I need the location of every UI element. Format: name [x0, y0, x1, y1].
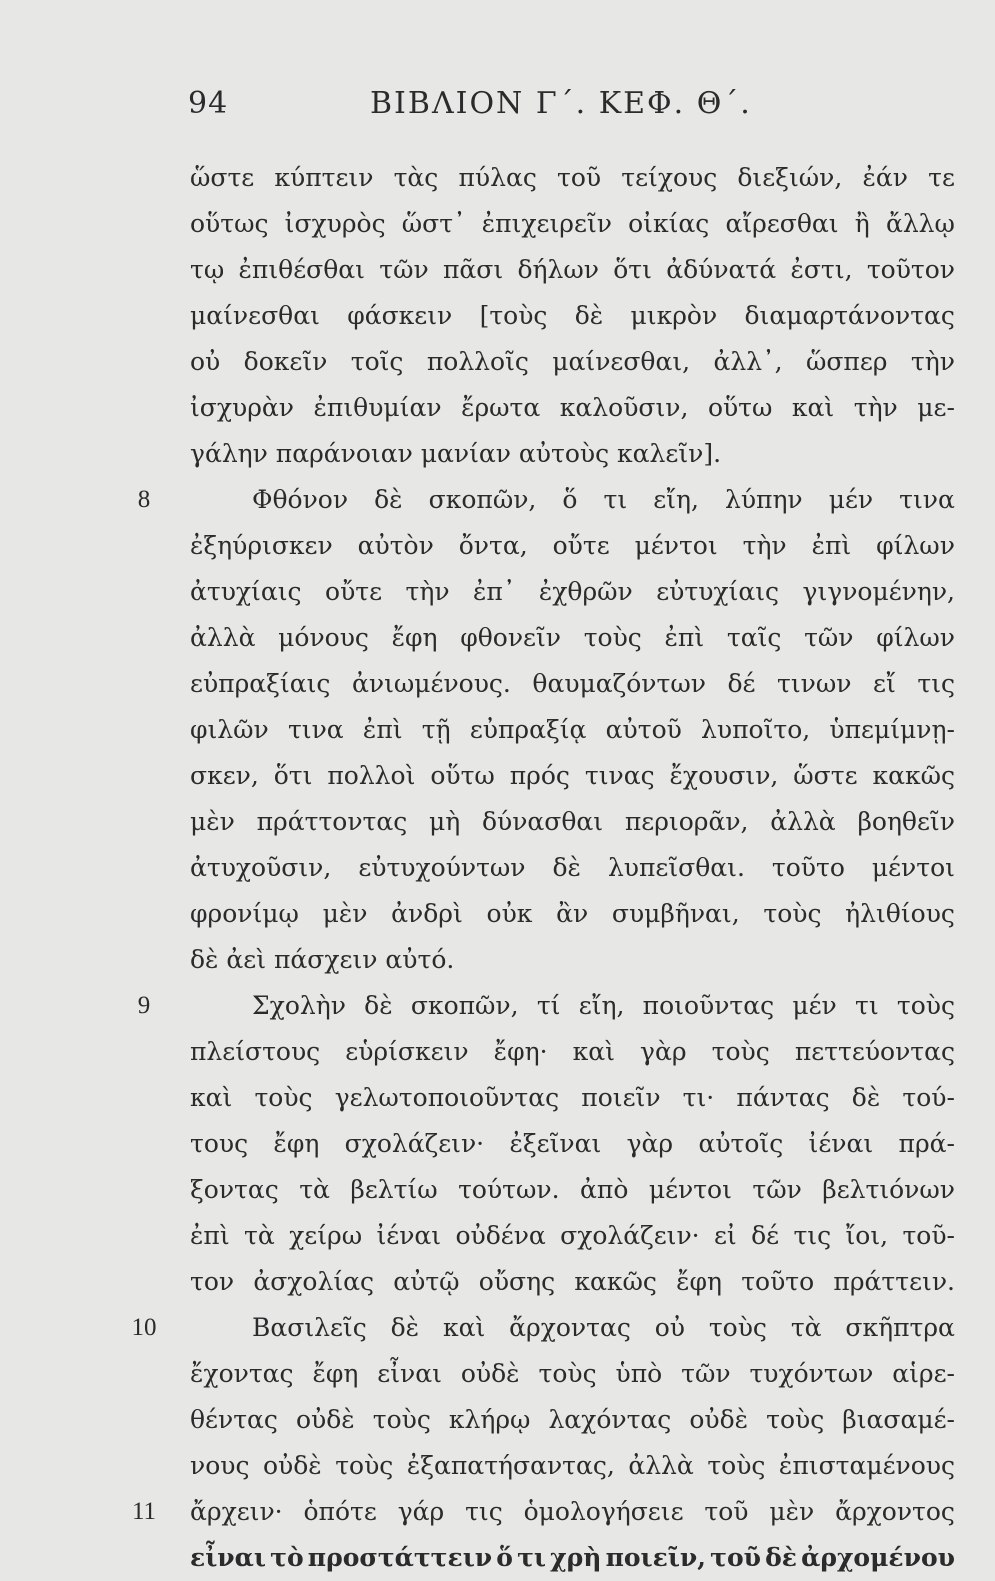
- line-text: μαίνεσθαι φάσκειν [τοὺς δὲ μικρὸν διαμαρτάνοντας: [190, 301, 955, 330]
- text-line: [190, 1167, 955, 1213]
- section-number: 11: [131, 1498, 157, 1525]
- line-text: Φθόνον δὲ σκοπῶν, ὅ τι εἴη, λύπην μέν τινα: [252, 485, 955, 514]
- section-number: 10: [131, 1314, 157, 1341]
- line-text: οὕτως ἰσχυρὸς ὥστ᾽ ἐπιχειρεῖν οἰκίας αἴρεσθαι ἢ ἄλλῳ: [190, 209, 955, 238]
- line-text: μὲν πράττοντας μὴ δύνασθαι περιορᾶν, ἀλλὰ βοηθεῖν: [190, 807, 955, 836]
- line-text: εὐπραξίαις ἀνιωμένους. θαυμαζόντων δέ τινων εἴ τις: [190, 669, 955, 698]
- line-text: ἄρχειν· ὁπότε γάρ τις ὁμολογήσειε τοῦ μὲν ἄρχοντος: [190, 1497, 955, 1526]
- line-text: ἀτυχοῦσιν, εὐτυχούντων δὲ λυπεῖσθαι. τοῦτο μέντοι: [190, 853, 955, 882]
- text-line: [190, 891, 955, 937]
- line-text: ἰσχυρὰν ἐπιθυμίαν ἔρωτα καλοῦσιν, οὕτω καὶ τὴν με-: [190, 393, 955, 422]
- text-line: γάλην παράνοιαν μανίαν αὐτοὺς καλεῖν].: [190, 439, 722, 468]
- text-line: [190, 1029, 955, 1075]
- text-line: [190, 615, 955, 661]
- text-line: [190, 1121, 955, 1167]
- line-text: φρονίμῳ μὲν ἀνδρὶ οὐκ ἂν συμβῆναι, τοὺς ἠλιθίους: [190, 899, 955, 928]
- text-line: [190, 1351, 955, 1397]
- line-text: τους ἔφη σχολάζειν· ἐξεῖναι γὰρ αὐτοῖς ἰέναι πρά-: [190, 1129, 955, 1158]
- text-line: [190, 293, 955, 339]
- text-body: [131, 155, 955, 1581]
- text-line: [190, 1443, 955, 1489]
- running-title: ΒΙΒΛΙΟΝ Γ΄. ΚΕΦ. Θ΄.: [370, 86, 752, 121]
- page-header: [0, 86, 995, 130]
- line-text: τῳ ἐπιθέσθαι τῶν πᾶσι δήλων ὅτι ἀδύνατά ἐστι, τοῦτον: [190, 255, 955, 284]
- text-line: [190, 1535, 955, 1581]
- line-text: πλείστους εὑρίσκειν ἔφη· καὶ γὰρ τοὺς πεττεύοντας: [190, 1037, 955, 1066]
- text-line: [190, 569, 955, 615]
- text-line: [190, 339, 955, 385]
- text-line: [190, 155, 955, 201]
- line-text: φιλῶν τινα ἐπὶ τῇ εὐπραξίᾳ αὐτοῦ λυποῖτο, ὑπεμίμνῃ-: [190, 715, 955, 744]
- line-text: ἐξηύρισκεν αὐτὸν ὄντα, οὔτε μέντοι τὴν ἐπὶ φίλων: [190, 531, 955, 560]
- text-line: [137, 477, 955, 523]
- text-line: [190, 707, 955, 753]
- line-text: θέντας οὐδὲ τοὺς κλήρῳ λαχόντας οὐδὲ τοὺς βιασαμέ-: [190, 1405, 955, 1434]
- text-line: [190, 1397, 955, 1443]
- line-text: νους οὐδὲ τοὺς ἐξαπατήσαντας, ἀλλὰ τοὺς ἐπισταμένους: [190, 1451, 955, 1480]
- text-line: [190, 1213, 955, 1259]
- line-text: ἐπὶ τὰ χείρω ἰέναι οὐδένα σχολάζειν· εἰ δέ τις ἴοι, τοῦ-: [190, 1221, 955, 1250]
- line-text: ἀλλὰ μόνους ἔφη φθονεῖν τοὺς ἐπὶ ταῖς τῶν φίλων: [190, 623, 955, 652]
- text-line: [190, 1075, 955, 1121]
- text-line: [190, 523, 955, 569]
- text-line: [137, 983, 955, 1029]
- line-text: Βασιλεῖς δὲ καὶ ἄρχοντας οὐ τοὺς τὰ σκῆπτρα: [252, 1313, 955, 1342]
- text-line: [131, 1489, 955, 1535]
- text-line: [190, 845, 955, 891]
- text-line: [190, 753, 955, 799]
- text-line: [190, 799, 955, 845]
- text-line: [190, 247, 955, 293]
- line-text: οὐ δοκεῖν τοῖς πολλοῖς μαίνεσθαι, ἀλλ᾽, ὥσπερ τὴν: [190, 347, 955, 376]
- line-text: ξοντας τὰ βελτίω τούτων. ἀπὸ μέντοι τῶν βελτιόνων: [190, 1175, 955, 1204]
- text-line: [190, 201, 955, 247]
- text-line: [131, 1305, 955, 1351]
- text-line: [190, 661, 955, 707]
- line-text: σκεν, ὅτι πολλοὶ οὕτω πρός τινας ἔχουσιν, ὥστε κακῶς: [190, 761, 955, 790]
- section-number: 9: [137, 992, 151, 1019]
- line-text: Σχολὴν δὲ σκοπῶν, τί εἴη, ποιοῦντας μέν τι τοὺς: [252, 991, 955, 1020]
- line-text: ἀτυχίαις οὔτε τὴν ἐπ᾽ ἐχθρῶν εὐτυχίαις γιγνομένην,: [190, 577, 955, 606]
- text-line: δὲ ἀεὶ πάσχειν αὐτό.: [190, 945, 455, 974]
- line-text: εἶναι τὸ προστάττειν ὅ τι χρὴ ποιεῖν, τοῦ δὲ ἀρχομένου: [190, 1543, 955, 1572]
- line-text: ἔχοντας ἔφη εἶναι οὐδὲ τοὺς ὑπὸ τῶν τυχόντων αἱρε-: [190, 1359, 955, 1388]
- section-number: 8: [137, 486, 151, 513]
- text-line: [190, 385, 955, 431]
- page-number: 94: [188, 86, 229, 121]
- line-text: τον ἀσχολίας αὐτῷ οὔσης κακῶς ἔφη τοῦτο πράττειν.: [190, 1267, 955, 1296]
- line-text: ὥστε κύπτειν τὰς πύλας τοῦ τείχους διεξιών, ἐάν τε: [190, 163, 955, 192]
- line-text: καὶ τοὺς γελωτοποιοῦντας ποιεῖν τι· πάντας δὲ τού-: [190, 1083, 955, 1112]
- text-line: [190, 1259, 955, 1305]
